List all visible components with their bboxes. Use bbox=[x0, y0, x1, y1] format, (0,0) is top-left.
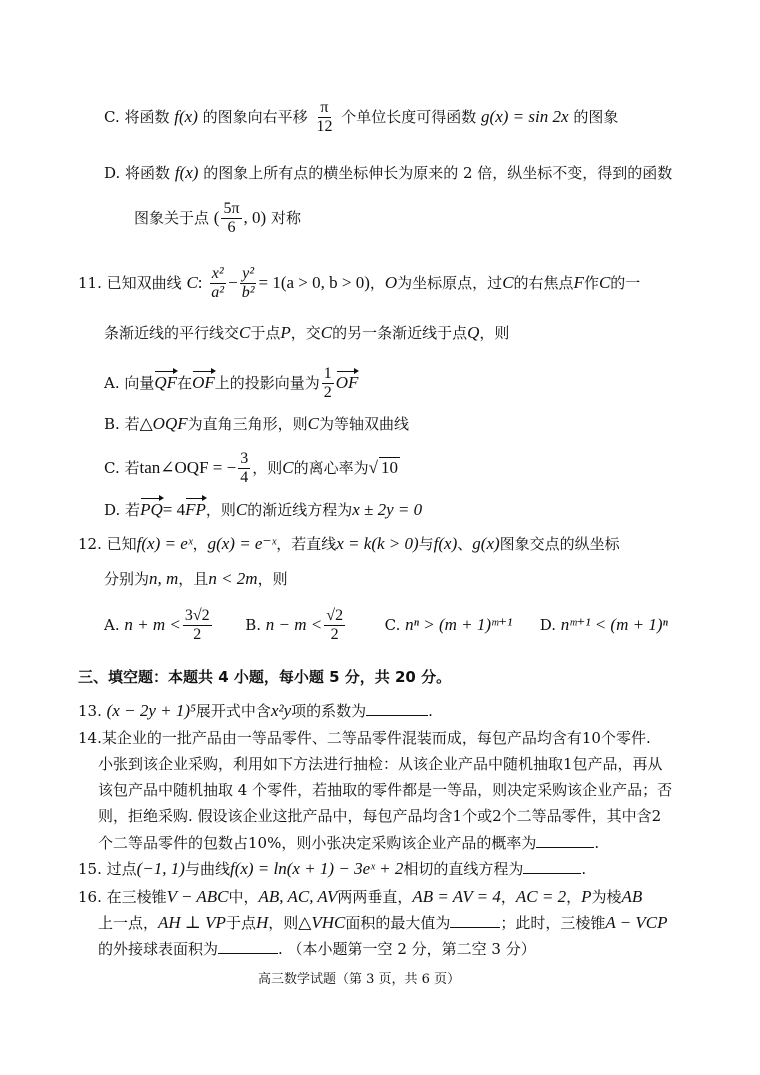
text: ，交 bbox=[290, 324, 321, 342]
text: 为直角三角形，则 bbox=[187, 415, 308, 433]
text: 为等轴双曲线 bbox=[318, 415, 409, 433]
math-C: C bbox=[320, 323, 333, 342]
text: 的另一条渐近线于点 bbox=[332, 324, 468, 342]
answer-blank[interactable] bbox=[366, 701, 428, 716]
math-pyramid: V − ABC bbox=[166, 887, 229, 906]
q14-line5 bbox=[98, 833, 599, 852]
text: 于点 bbox=[250, 324, 281, 342]
math-C: C bbox=[307, 414, 319, 433]
math-eq: AB = AV = 4 bbox=[412, 887, 501, 906]
math-C: C bbox=[502, 272, 514, 292]
numerator: x² bbox=[210, 265, 226, 284]
option-label: D. bbox=[539, 615, 557, 634]
math-inequality: n < 2m bbox=[208, 569, 258, 588]
q11-option-d bbox=[104, 500, 422, 520]
question-number: 15. bbox=[78, 860, 102, 878]
fraction-x2-a2 bbox=[209, 265, 226, 303]
text: 在三棱锥 bbox=[106, 888, 167, 906]
text: 的外接球表面积为 bbox=[98, 940, 219, 958]
sqrt-symbol: √ bbox=[368, 457, 378, 477]
fraction-pi-12 bbox=[314, 99, 334, 137]
q10-option-c bbox=[104, 99, 618, 137]
text: 若 bbox=[125, 501, 141, 519]
text: 的图象向右平移 bbox=[202, 107, 308, 126]
text: 在 bbox=[177, 373, 193, 392]
section-title: 三、填空题：本题共 4 小题，每小题 5 分，共 20 分。 bbox=[78, 668, 452, 686]
text: 已知双曲线 bbox=[106, 273, 182, 292]
text: . bbox=[428, 702, 433, 720]
q12-option-c bbox=[385, 616, 517, 634]
q10-option-d-line2 bbox=[134, 200, 301, 238]
q14-line4: 则，拒绝采购. 假设该企业这批产品中，每包产品均含1个或2个二等品零件，其中含2 bbox=[98, 807, 662, 825]
text: ， bbox=[369, 273, 385, 292]
text: ，则 bbox=[252, 458, 283, 477]
text: 于点 bbox=[225, 914, 256, 932]
question-number: 12. bbox=[78, 535, 102, 553]
minus: − bbox=[228, 272, 238, 292]
text: 与曲线 bbox=[184, 860, 230, 878]
q12-stem-line2 bbox=[104, 569, 288, 589]
question-number: 11. bbox=[78, 273, 102, 292]
text: ， bbox=[566, 888, 582, 906]
q12-option-d bbox=[540, 616, 668, 634]
fraction-3-4 bbox=[238, 450, 250, 488]
text: 若 bbox=[124, 415, 140, 433]
equals: = 4 bbox=[162, 500, 186, 519]
math-expr: nⁿ > (m + 1)ᵐ⁺¹ bbox=[405, 614, 513, 634]
text: 图象交点的纵坐标 bbox=[499, 535, 620, 553]
text: 的离心率为 bbox=[293, 458, 369, 477]
vector-FP: FP bbox=[185, 500, 206, 519]
text: 的渐近线方程为 bbox=[247, 501, 353, 519]
math-asymptote: x ± 2y = 0 bbox=[352, 500, 423, 519]
text: 相切的直线方程为 bbox=[403, 860, 524, 878]
option-label: D. bbox=[104, 501, 121, 519]
math-line: x = k(k > 0) bbox=[336, 534, 419, 553]
math-term: x²y bbox=[270, 701, 292, 720]
text: 两两垂直， bbox=[337, 888, 413, 906]
denominator: 4 bbox=[240, 469, 249, 487]
text: 将函数 bbox=[125, 164, 171, 182]
math-C: C bbox=[282, 457, 294, 477]
math-fx: f(x) bbox=[174, 163, 199, 182]
math-C: C bbox=[235, 500, 248, 519]
q16-line3 bbox=[98, 939, 536, 958]
text: 图象关于点 bbox=[134, 208, 210, 227]
text: 展开式中含 bbox=[195, 702, 271, 720]
text: 面积的最大值为 bbox=[345, 914, 451, 932]
question-number: 14. bbox=[78, 729, 102, 747]
q14-line2: 小张到该企业采购，利用如下方法进行抽检：从该企业产品中随机抽取1包产品，再从 bbox=[98, 755, 663, 773]
math-P: P bbox=[581, 887, 592, 906]
text: 个二等品零件的包数占10%，则小张决定采购该企业产品的概率为 bbox=[98, 834, 537, 852]
numerator: y² bbox=[240, 265, 256, 284]
text: ，且 bbox=[178, 570, 209, 588]
q12-stem bbox=[78, 534, 620, 554]
numerator: 3√2 bbox=[183, 607, 212, 626]
text: ，则 bbox=[268, 914, 299, 932]
numerator: 5π bbox=[221, 200, 241, 219]
text: 上的投影向量为 bbox=[214, 373, 320, 392]
math-fx: f(x) bbox=[433, 534, 458, 553]
text: 分别为 bbox=[104, 570, 150, 588]
text: ，则 bbox=[257, 570, 288, 588]
option-label: A. bbox=[104, 615, 120, 634]
text: 某企业的一批产品由一等品零件、二等品零件混装而成，每包产品均含有10个零件. bbox=[101, 729, 651, 747]
math-eq: AC = 2 bbox=[515, 887, 567, 906]
q11-stem-line2 bbox=[104, 323, 509, 343]
vector-OF: OF bbox=[335, 372, 359, 392]
text: 的图象上所有点的横坐标伸长为原来的 2 倍，纵坐标不变，得到的函数 bbox=[203, 164, 673, 182]
text: 中， bbox=[228, 888, 259, 906]
math-gx: g(x) = e⁻ˣ bbox=[207, 534, 277, 553]
point-tail: , 0) bbox=[243, 207, 267, 227]
fraction bbox=[183, 607, 212, 645]
q14-line1 bbox=[78, 729, 651, 747]
colon: : bbox=[197, 272, 203, 292]
math-fx: f(x) = ln(x + 1) − 3eˣ + 2 bbox=[229, 859, 404, 878]
fraction bbox=[324, 607, 345, 645]
text: 向量 bbox=[124, 373, 155, 392]
math-fx: f(x) bbox=[174, 106, 198, 126]
math-perp: AH ⊥ VP bbox=[158, 913, 226, 932]
page-footer: 高三数学试题（第 3 页，共 6 页） bbox=[258, 972, 461, 987]
option-label: C. bbox=[384, 615, 401, 634]
text: 为坐标原点，过 bbox=[397, 273, 503, 292]
denominator: 2 bbox=[193, 626, 202, 644]
math-O: O bbox=[384, 272, 398, 292]
q13 bbox=[78, 701, 433, 721]
math-gx: g(x) = sin 2x bbox=[481, 106, 569, 126]
answer-blank[interactable] bbox=[523, 859, 581, 874]
fraction-1-2 bbox=[322, 365, 334, 403]
math-H: H bbox=[255, 913, 269, 932]
math-expr: n + m < bbox=[124, 614, 181, 634]
text: 为棱 bbox=[591, 888, 622, 906]
denominator: 2 bbox=[330, 626, 339, 644]
math-edges: AB, AC, AV bbox=[258, 887, 338, 906]
math-triangle-OQF: △OQF bbox=[139, 414, 188, 433]
numerator: 1 bbox=[322, 365, 334, 384]
math-AB: AB bbox=[621, 887, 643, 906]
question-number: 13. bbox=[78, 702, 102, 720]
math-expr: nᵐ⁺¹ < (m + 1)ⁿ bbox=[560, 614, 668, 634]
text: ，若直线 bbox=[276, 535, 337, 553]
option-label: D. bbox=[104, 164, 121, 182]
text: ；此时，三棱锥 bbox=[500, 914, 606, 932]
q16-line1 bbox=[78, 887, 642, 907]
answer-blank-1[interactable] bbox=[450, 913, 500, 928]
option-label: C. bbox=[104, 458, 120, 477]
text: 若 bbox=[124, 458, 140, 477]
fraction-y2-b2 bbox=[240, 265, 257, 303]
text: . （本小题第一空 2 分，第二空 3 分） bbox=[278, 940, 536, 958]
math-C: C bbox=[186, 272, 198, 292]
math-nm: n, m bbox=[149, 569, 179, 588]
fraction-5pi-6 bbox=[221, 200, 241, 238]
option-label: B. bbox=[104, 415, 120, 433]
text: 个单位长度可得函数 bbox=[341, 107, 477, 126]
vector-PQ: PQ bbox=[140, 500, 163, 519]
option-label: B. bbox=[245, 615, 262, 634]
q12-option-b bbox=[245, 607, 352, 644]
q10-option-d bbox=[104, 163, 672, 183]
math-triangle: △VHC bbox=[298, 913, 346, 932]
text: 、 bbox=[457, 535, 473, 553]
radicand: 10 bbox=[380, 457, 398, 477]
text: 的右焦点 bbox=[513, 273, 574, 292]
option-label: A. bbox=[104, 373, 120, 392]
text: 的一 bbox=[610, 273, 641, 292]
text: ，则 bbox=[205, 501, 236, 519]
answer-blank[interactable] bbox=[536, 833, 594, 848]
q11-option-a bbox=[104, 365, 358, 403]
text: 项的系数为 bbox=[291, 702, 367, 720]
text: 上一点， bbox=[98, 914, 159, 932]
denominator: 12 bbox=[316, 118, 333, 136]
text: 与 bbox=[418, 535, 434, 553]
text: . bbox=[581, 860, 587, 878]
denominator: 6 bbox=[227, 219, 236, 237]
text: 作 bbox=[583, 273, 599, 292]
text: . bbox=[594, 834, 600, 852]
math-C: C bbox=[598, 272, 611, 292]
q12-option-a bbox=[104, 607, 218, 644]
text: 将函数 bbox=[124, 107, 170, 126]
vector-QF: QF bbox=[154, 372, 178, 392]
math-expr: n − m < bbox=[265, 614, 323, 634]
math-C: C bbox=[239, 323, 251, 342]
math-tan: tan∠OQF = − bbox=[139, 457, 237, 477]
text: 条渐近线的平行线交 bbox=[104, 324, 240, 342]
denominator: a² bbox=[211, 284, 225, 302]
numerator: 3 bbox=[238, 450, 250, 469]
text: ， bbox=[192, 535, 208, 553]
text: 对称 bbox=[271, 208, 302, 227]
vector-OF: OF bbox=[192, 372, 215, 392]
math-P: P bbox=[280, 323, 291, 342]
q14-line3: 该包产品中随机抽取 4 个零件，若抽取的零件都是一等品，则决定采购该企业产品；否 bbox=[98, 781, 673, 799]
math-fx: f(x) = eˣ bbox=[136, 534, 193, 553]
text: 过点 bbox=[106, 860, 137, 878]
math-Q: Q bbox=[467, 323, 480, 342]
text: 的图象 bbox=[573, 107, 619, 126]
math-expr: (x − 2y + 1)⁵ bbox=[106, 701, 196, 720]
denominator: b² bbox=[241, 284, 255, 302]
option-label: C. bbox=[104, 107, 120, 126]
numerator: π bbox=[318, 99, 330, 118]
q11-stem bbox=[78, 265, 640, 303]
math-point: (−1, 1) bbox=[136, 859, 185, 878]
math-pyramid: A − VCP bbox=[605, 913, 668, 932]
math-gx: g(x) bbox=[472, 534, 500, 553]
denominator: 2 bbox=[323, 384, 332, 402]
numerator: √2 bbox=[324, 607, 345, 626]
answer-blank-2[interactable] bbox=[218, 939, 278, 954]
equation-tail: = 1(a > 0, b > 0) bbox=[258, 272, 370, 292]
text: ， bbox=[500, 888, 516, 906]
text: ，则 bbox=[479, 324, 510, 342]
q16-line2 bbox=[98, 913, 668, 933]
q15 bbox=[78, 859, 586, 879]
math-F: F bbox=[573, 272, 584, 292]
text: 已知 bbox=[106, 535, 137, 553]
q11-option-c bbox=[104, 450, 400, 488]
q12-options bbox=[104, 607, 668, 645]
q11-option-b bbox=[104, 414, 409, 434]
paren: ( bbox=[213, 207, 220, 227]
question-number: 16. bbox=[78, 888, 102, 906]
